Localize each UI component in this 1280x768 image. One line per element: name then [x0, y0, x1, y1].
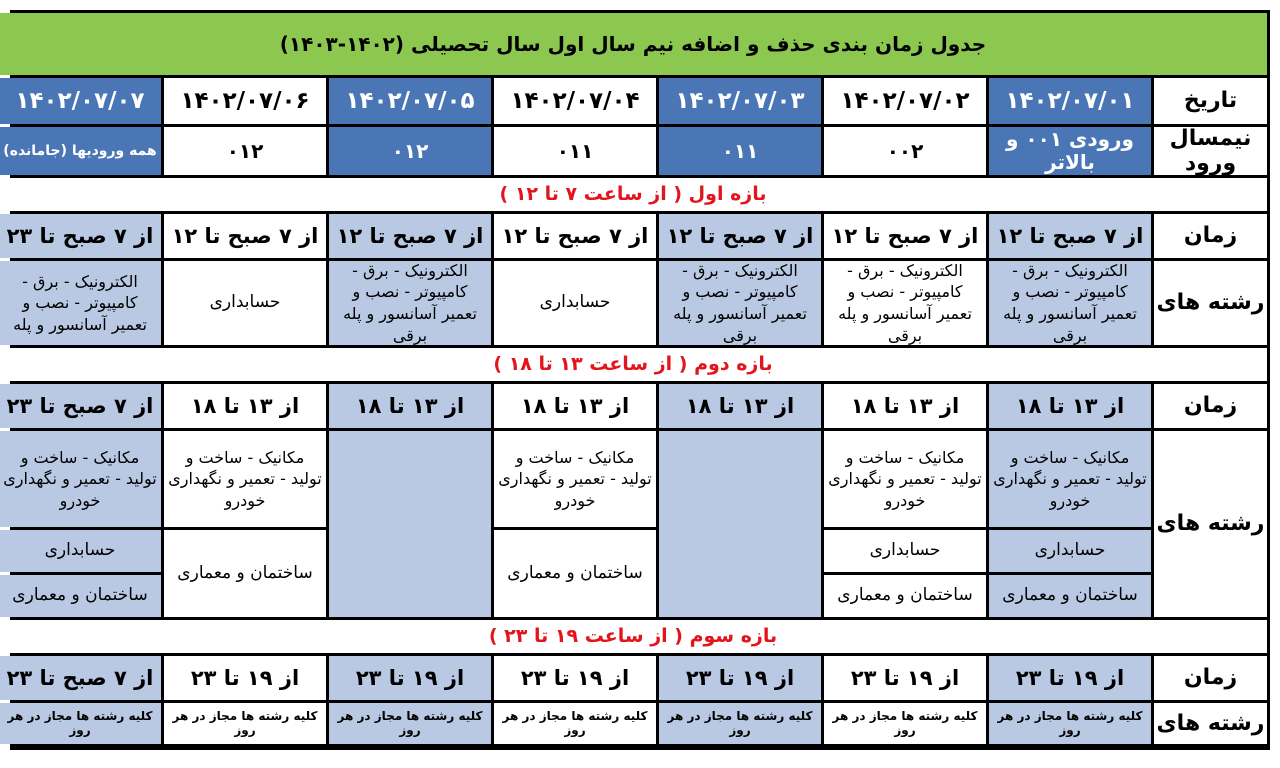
table-title: جدول زمان بندی حذف و اضافه نیم سال اول سال تحصیلی (۱۴۰۲-۱۴۰۳)	[0, 13, 1267, 75]
time-cell: از ۷ صبح تا ۲۳	[0, 214, 161, 258]
date-cell: ۱۴۰۲/۰۷/۰۳	[659, 78, 821, 124]
time-cell: از ۱۳ تا ۱۸	[329, 384, 491, 428]
row-label-date: تاریخ	[1154, 78, 1267, 124]
row-label-fields: رشته های	[1154, 431, 1267, 617]
semester-cell: ۰۰۲	[824, 127, 986, 175]
semester-cell: ۰۱۱	[659, 127, 821, 175]
fields-cell: کلیه رشته ها مجاز در هر روز	[164, 703, 326, 744]
empty-cell	[659, 431, 821, 617]
fields-cell: الکترونیک - برق - کامپیوتر - نصب و تعمیر آسانسور و پله برقی	[659, 261, 821, 345]
fields-cell: ساختمان و معماری	[824, 575, 986, 617]
row-label-fields: رشته های	[1154, 703, 1267, 744]
fields-cell: ساختمان و معماری	[164, 530, 326, 617]
time-cell: از ۱۹ تا ۲۳	[164, 656, 326, 700]
fields-cell: کلیه رشته ها مجاز در هر روز	[0, 703, 161, 744]
period-heading: بازه اول ( از ساعت ۷ تا ۱۲ )	[0, 178, 1267, 211]
empty-cell	[329, 431, 491, 617]
date-cell: ۱۴۰۲/۰۷/۰۷	[0, 78, 161, 124]
row-label-semester: نیمسال ورود	[1154, 127, 1267, 175]
period-heading: بازه سوم ( از ساعت ۱۹ تا ۲۳ )	[0, 620, 1267, 653]
fields-cell: الکترونیک - برق - کامپیوتر - نصب و تعمیر آسانسور و پله برقی	[824, 261, 986, 345]
fields-cell: مکانیک - ساخت و تولید - تعمیر و نگهداری خودرو	[989, 431, 1151, 527]
time-cell: از ۱۳ تا ۱۸	[824, 384, 986, 428]
time-cell: از ۱۹ تا ۲۳	[989, 656, 1151, 700]
time-cell: از ۷ صبح تا ۲۳	[0, 384, 161, 428]
fields-cell: حسابداری	[989, 530, 1151, 572]
date-cell: ۱۴۰۲/۰۷/۰۶	[164, 78, 326, 124]
time-cell: از ۷ صبح تا ۱۲	[659, 214, 821, 258]
schedule-table	[3, 10, 1270, 750]
fields-cell: کلیه رشته ها مجاز در هر روز	[329, 703, 491, 744]
fields-cell: مکانیک - ساخت و تولید - تعمیر و نگهداری خودرو	[494, 431, 656, 527]
fields-cell: الکترونیک - برق - کامپیوتر - نصب و تعمیر آسانسور و پله	[0, 261, 161, 345]
fields-cell: مکانیک - ساخت و تولید - تعمیر و نگهداری خودرو	[0, 431, 161, 527]
semester-cell: ۰۱۲	[164, 127, 326, 175]
fields-cell: حسابداری	[824, 530, 986, 572]
time-cell: از ۷ صبح تا ۲۳	[0, 656, 161, 700]
fields-cell: مکانیک - ساخت و تولید - تعمیر و نگهداری خودرو	[164, 431, 326, 527]
fields-cell: کلیه رشته ها مجاز در هر روز	[989, 703, 1151, 744]
time-cell: از ۷ صبح تا ۱۲	[164, 214, 326, 258]
fields-cell: ساختمان و معماری	[494, 530, 656, 617]
fields-cell: مکانیک - ساخت و تولید - تعمیر و نگهداری خودرو	[824, 431, 986, 527]
date-cell: ۱۴۰۲/۰۷/۰۵	[329, 78, 491, 124]
time-cell: از ۱۳ تا ۱۸	[989, 384, 1151, 428]
row-label-time: زمان	[1154, 384, 1267, 428]
time-cell: از ۱۳ تا ۱۸	[659, 384, 821, 428]
time-cell: از ۱۹ تا ۲۳	[494, 656, 656, 700]
date-cell: ۱۴۰۲/۰۷/۰۱	[989, 78, 1151, 124]
time-cell: از ۷ صبح تا ۱۲	[329, 214, 491, 258]
semester-cell: ۰۱۲	[329, 127, 491, 175]
fields-cell: کلیه رشته ها مجاز در هر روز	[659, 703, 821, 744]
row-label-fields: رشته های	[1154, 261, 1267, 345]
fields-cell: حسابداری	[0, 530, 161, 572]
fields-cell: ساختمان و معماری	[0, 575, 161, 617]
time-cell: از ۱۳ تا ۱۸	[494, 384, 656, 428]
semester-cell: ۰۱۱	[494, 127, 656, 175]
row-label-time: زمان	[1154, 214, 1267, 258]
semester-cell: همه ورودیها (جامانده)	[0, 127, 161, 175]
fields-cell: کلیه رشته ها مجاز در هر روز	[494, 703, 656, 744]
date-cell: ۱۴۰۲/۰۷/۰۴	[494, 78, 656, 124]
time-cell: از ۱۹ تا ۲۳	[659, 656, 821, 700]
fields-cell: حسابداری	[164, 261, 326, 345]
fields-cell: ساختمان و معماری	[989, 575, 1151, 617]
time-cell: از ۱۹ تا ۲۳	[329, 656, 491, 700]
period-heading: بازه دوم ( از ساعت ۱۳ تا ۱۸ )	[0, 348, 1267, 381]
fields-cell: کلیه رشته ها مجاز در هر روز	[824, 703, 986, 744]
time-cell: از ۷ صبح تا ۱۲	[494, 214, 656, 258]
time-cell: از ۱۳ تا ۱۸	[164, 384, 326, 428]
fields-cell: الکترونیک - برق - کامپیوتر - نصب و تعمیر آسانسور و پله برقی	[989, 261, 1151, 345]
fields-cell: حسابداری	[494, 261, 656, 345]
fields-cell: الکترونیک - برق - کامپیوتر - نصب و تعمیر آسانسور و پله برقی	[329, 261, 491, 345]
time-cell: از ۱۹ تا ۲۳	[824, 656, 986, 700]
time-cell: از ۷ صبح تا ۱۲	[824, 214, 986, 258]
row-label-time: زمان	[1154, 656, 1267, 700]
time-cell: از ۷ صبح تا ۱۲	[989, 214, 1151, 258]
date-cell: ۱۴۰۲/۰۷/۰۲	[824, 78, 986, 124]
semester-cell: ورودی ۰۰۱ و بالاتر	[989, 127, 1151, 175]
